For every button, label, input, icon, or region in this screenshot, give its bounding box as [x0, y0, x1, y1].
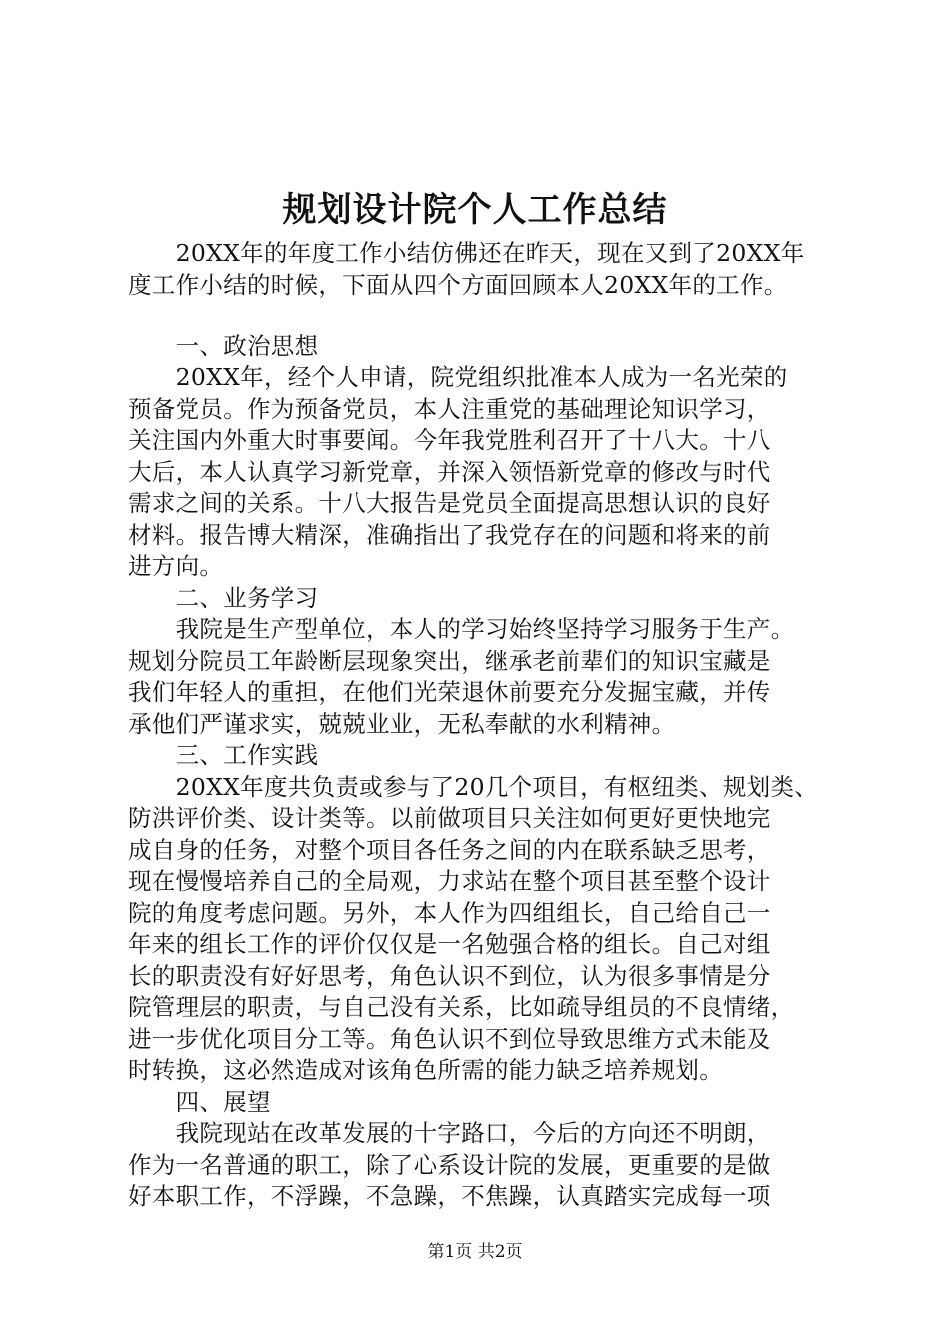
section-heading: 一、政治思想 — [128, 332, 319, 360]
body-line: 承他们严谨求实，兢兢业业，无私奉献的水利精神。 — [128, 710, 676, 738]
body-line: 规划分院员工年龄断层现象突出，继承老前辈们的知识宝藏是 — [128, 647, 771, 675]
body-line: 20XX年，经个人申请，院党组织批准本人成为一名光荣的 — [128, 363, 788, 391]
body-line: 进方向。 — [128, 552, 224, 580]
page-footer: 第1页 共2页 — [427, 1242, 523, 1262]
body-line: 关注国内外重大时事要闻。今年我党胜利召开了十八大。十八 — [128, 426, 771, 454]
body-line: 作为一名普通的职工，除了心系设计院的发展，更重要的是做 — [128, 1151, 771, 1179]
section-heading: 三、工作实践 — [128, 741, 319, 769]
body-line: 年来的组长工作的评价仅仅是一名勉强合格的组长。自己对组 — [128, 930, 771, 958]
body-line: 度工作小结的时候，下面从四个方面回顾本人20XX年的工作。 — [128, 271, 788, 299]
body-line: 20XX年度共负责或参与了20几个项目，有枢纽类、规划类、 — [128, 773, 819, 801]
body-line: 院的角度考虑问题。另外，本人作为四组组长，自己给自己一 — [128, 899, 771, 927]
body-line: 预备党员。作为预备党员，本人注重党的基础理论知识学习， — [128, 395, 771, 423]
body-line: 成自身的任务，对整个项目各任务之间的内在联系缺乏思考， — [128, 836, 771, 864]
body-line: 材料。报告博大精深，准确指出了我党存在的问题和将来的前 — [128, 521, 771, 549]
body-line: 院管理层的职责，与自己没有关系，比如疏导组员的不良情绪， — [128, 993, 795, 1021]
body-line: 大后，本人认真学习新党章，并深入领悟新党章的修改与时代 — [128, 458, 771, 486]
section-heading: 二、业务学习 — [128, 584, 319, 612]
body-line: 20XX年的年度工作小结仿佛还在昨天，现在又到了20XX年 — [128, 239, 805, 267]
body-line: 时转换，这必然造成对该角色所需的能力缺乏培养规划。 — [128, 1056, 723, 1084]
body-line: 我院是生产型单位，本人的学习始终坚持学习服务于生产。 — [128, 615, 795, 643]
body-line: 长的职责没有好好思考，角色认识不到位，认为很多事情是分 — [128, 962, 771, 990]
body-line: 进一步优化项目分工等。角色认识不到位导致思维方式未能及 — [128, 1025, 771, 1053]
body-line: 需求之间的关系。十八大报告是党员全面提高思想认识的良好 — [128, 489, 771, 517]
body-line: 现在慢慢培养自己的全局观，力求站在整个项目甚至整个设计 — [128, 867, 771, 895]
body-line: 防洪评价类、设计类等。以前做项目只关注如何更好更快地完 — [128, 804, 771, 832]
document-title: 规划设计院个人工作总结 — [282, 190, 668, 230]
body-line: 我院现站在改革发展的十字路口，今后的方向还不明朗， — [128, 1119, 771, 1147]
body-line: 好本职工作，不浮躁，不急躁，不焦躁，认真踏实完成每一项 — [128, 1182, 771, 1210]
body-line: 我们年轻人的重担，在他们光荣退休前要充分发掘宝藏，并传 — [128, 678, 771, 706]
section-heading: 四、展望 — [128, 1088, 271, 1116]
